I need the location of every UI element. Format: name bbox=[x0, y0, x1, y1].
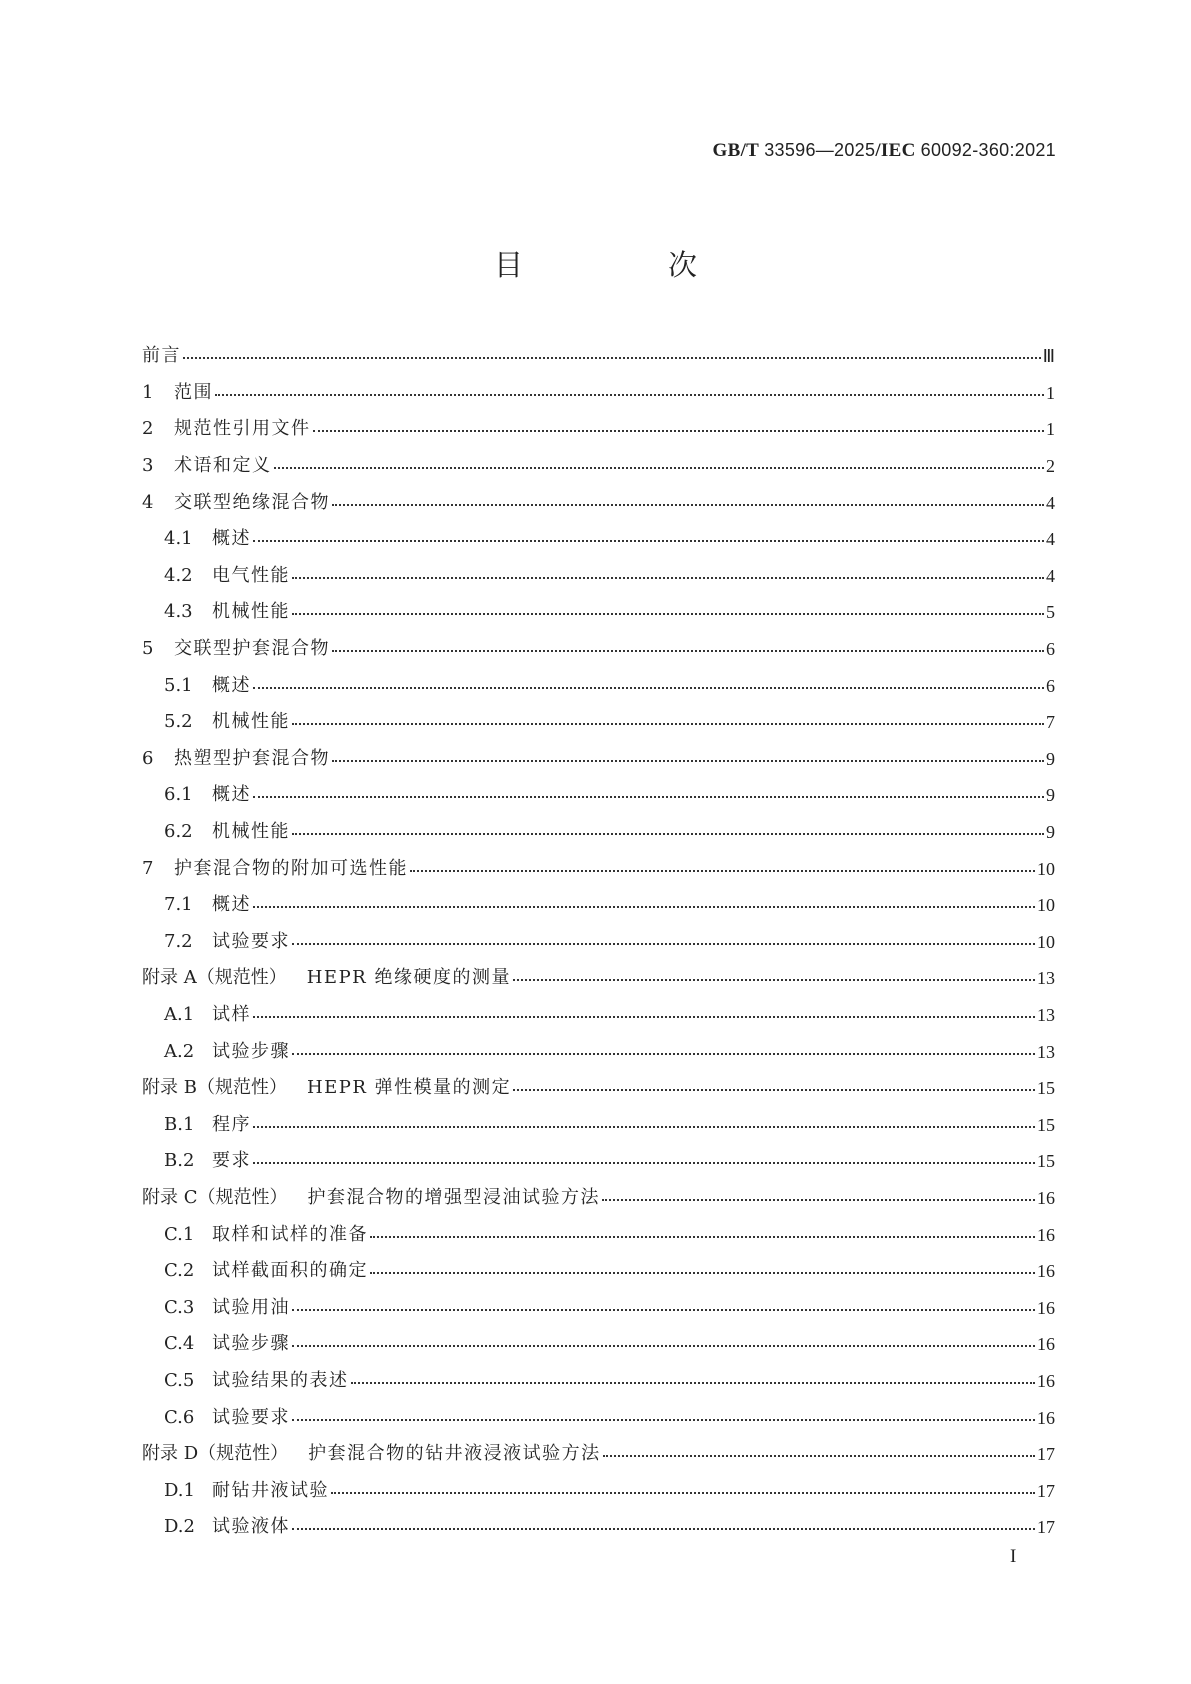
toc-entry-label: HEPR 绝缘硬度的测量 bbox=[306, 967, 511, 989]
toc-entry[interactable] bbox=[142, 1106, 1055, 1143]
toc-entry[interactable] bbox=[142, 1472, 1055, 1509]
toc-entry[interactable] bbox=[142, 338, 1055, 375]
dot-leader bbox=[253, 687, 1044, 689]
toc-entry[interactable] bbox=[142, 1033, 1055, 1070]
toc-entry-number: 附录 A（规范性） bbox=[142, 967, 287, 989]
dot-leader bbox=[313, 430, 1045, 432]
toc-entry[interactable] bbox=[142, 960, 1055, 997]
toc-entry-label: 试验要求 bbox=[212, 1406, 290, 1428]
dot-leader bbox=[292, 1419, 1035, 1421]
toc-entry-page: 16 bbox=[1037, 1334, 1055, 1355]
toc-entry-number: 3 bbox=[142, 455, 154, 477]
toc-entry-number: C.1 bbox=[164, 1223, 195, 1245]
toc-entry-number: 6 bbox=[142, 747, 154, 769]
toc-entry-label: 护套混合物的钻井液浸液试验方法 bbox=[308, 1443, 601, 1465]
toc-entry-number: 6.1 bbox=[164, 784, 193, 806]
toc-entry-number: 4.3 bbox=[164, 601, 193, 623]
dot-leader bbox=[292, 1053, 1035, 1055]
toc-entry-label: 取样和试样的准备 bbox=[212, 1223, 368, 1245]
toc-entry-page: 2 bbox=[1046, 456, 1055, 477]
toc-entry-number: 附录 D（规范性） bbox=[142, 1443, 289, 1465]
dot-leader bbox=[370, 1236, 1035, 1238]
toc-entry[interactable] bbox=[142, 741, 1055, 778]
toc-entry[interactable] bbox=[142, 1436, 1055, 1473]
page-number: I bbox=[1010, 1546, 1017, 1567]
toc-entry-page: 16 bbox=[1037, 1224, 1055, 1245]
toc-entry-page: 13 bbox=[1037, 1041, 1055, 1062]
toc-entry[interactable] bbox=[142, 667, 1055, 704]
toc-entry-label: 术语和定义 bbox=[174, 455, 272, 477]
toc-entry[interactable] bbox=[142, 814, 1055, 851]
toc-entry-number: 5.1 bbox=[164, 674, 193, 696]
dot-leader bbox=[332, 504, 1044, 506]
toc-entry-number: C.6 bbox=[164, 1406, 195, 1428]
toc-entry-page: 16 bbox=[1037, 1370, 1055, 1391]
toc-entry[interactable] bbox=[142, 631, 1055, 668]
toc-entry-page: Ⅲ bbox=[1042, 346, 1055, 367]
toc-entry-number: D.2 bbox=[164, 1516, 195, 1538]
toc-entry-number: B.2 bbox=[164, 1150, 195, 1172]
toc-entry-label: 交联型绝缘混合物 bbox=[174, 491, 330, 513]
dot-leader bbox=[513, 979, 1035, 981]
dot-leader bbox=[292, 1345, 1035, 1347]
toc-entry-number: 7 bbox=[142, 857, 154, 879]
toc-entry-label: 要求 bbox=[212, 1150, 251, 1172]
toc-entry-label: 概述 bbox=[212, 784, 251, 806]
toc-entry-label: 规范性引用文件 bbox=[174, 418, 311, 440]
toc-entry-number: 4 bbox=[142, 491, 154, 513]
toc-entry-page: 6 bbox=[1046, 675, 1055, 696]
toc-entry[interactable] bbox=[142, 411, 1055, 448]
toc-entry-page: 6 bbox=[1046, 639, 1055, 660]
toc-entry[interactable] bbox=[142, 1363, 1055, 1400]
toc-entry-label: 概述 bbox=[212, 528, 251, 550]
toc-entry-number: C.2 bbox=[164, 1260, 195, 1282]
toc-entry[interactable] bbox=[142, 448, 1055, 485]
toc-entry-label: 范围 bbox=[174, 381, 213, 403]
toc-entry-number: 1 bbox=[142, 381, 154, 403]
toc-entry-number: A.1 bbox=[164, 1003, 195, 1025]
toc-entry-page: 16 bbox=[1037, 1407, 1055, 1428]
toc-entry-label: 试验液体 bbox=[212, 1516, 290, 1538]
toc-entry-label: 机械性能 bbox=[212, 821, 290, 843]
toc-entry-page: 10 bbox=[1037, 858, 1055, 879]
toc-title: 目 次 bbox=[493, 248, 755, 282]
toc-entry-label: 热塑型护套混合物 bbox=[174, 747, 330, 769]
iec-prefix: IEC bbox=[880, 140, 916, 161]
dot-leader bbox=[332, 650, 1044, 652]
dot-leader bbox=[292, 613, 1044, 615]
toc-entry-number: 4.1 bbox=[164, 528, 193, 550]
std-prefix: GB/T bbox=[712, 140, 760, 161]
toc-entry-page: 13 bbox=[1037, 1004, 1055, 1025]
toc-entry[interactable] bbox=[142, 924, 1055, 961]
toc-entry-page: 13 bbox=[1037, 968, 1055, 989]
toc-entry-label: 试验要求 bbox=[212, 930, 290, 952]
dot-leader bbox=[253, 906, 1035, 908]
toc-entry-number: A.2 bbox=[164, 1040, 195, 1062]
toc-entry-page: 9 bbox=[1046, 785, 1055, 806]
dot-leader bbox=[410, 870, 1035, 872]
dot-leader bbox=[332, 760, 1044, 762]
toc-entry[interactable] bbox=[142, 887, 1055, 924]
table-of-contents bbox=[142, 338, 1055, 1546]
toc-entry-number: 7.2 bbox=[164, 930, 193, 952]
toc-entry-number: 5.2 bbox=[164, 711, 193, 733]
toc-entry[interactable] bbox=[142, 1180, 1055, 1217]
toc-entry-page: 15 bbox=[1037, 1114, 1055, 1135]
dot-leader bbox=[253, 796, 1044, 798]
iec-number: 60092-360:2021 bbox=[920, 140, 1056, 160]
toc-entry-number: B.1 bbox=[164, 1113, 195, 1135]
toc-entry[interactable] bbox=[142, 375, 1055, 412]
dot-leader bbox=[602, 1199, 1035, 1201]
toc-entry-page: 9 bbox=[1046, 748, 1055, 769]
toc-entry-number: 附录 B（规范性） bbox=[142, 1077, 287, 1099]
toc-entry-page: 16 bbox=[1037, 1261, 1055, 1282]
toc-entry[interactable] bbox=[142, 704, 1055, 741]
toc-entry-page: 4 bbox=[1046, 565, 1055, 586]
toc-entry-number: C.5 bbox=[164, 1369, 195, 1391]
toc-entry-label: 概述 bbox=[212, 674, 251, 696]
toc-entry[interactable] bbox=[142, 777, 1055, 814]
toc-entry-page: 16 bbox=[1037, 1187, 1055, 1208]
toc-entry[interactable] bbox=[142, 1143, 1055, 1180]
toc-entry-page: 10 bbox=[1037, 931, 1055, 952]
toc-entry-page: 17 bbox=[1037, 1480, 1055, 1501]
toc-entry[interactable] bbox=[142, 1070, 1055, 1107]
toc-entry[interactable] bbox=[142, 1253, 1055, 1290]
dot-leader bbox=[603, 1455, 1035, 1457]
dot-leader bbox=[292, 943, 1035, 945]
toc-entry-label: 试验步骤 bbox=[212, 1040, 290, 1062]
toc-entry-number: 5 bbox=[142, 638, 154, 660]
toc-entry-number: 4.2 bbox=[164, 564, 193, 586]
toc-entry[interactable] bbox=[142, 850, 1055, 887]
toc-entry-page: 1 bbox=[1046, 419, 1055, 440]
toc-entry-label: HEPR 弹性模量的测定 bbox=[306, 1077, 512, 1099]
dot-leader bbox=[370, 1272, 1035, 1274]
toc-entry[interactable] bbox=[142, 1216, 1055, 1253]
dot-leader bbox=[292, 833, 1044, 835]
dot-leader bbox=[215, 394, 1044, 396]
toc-entry-page: 4 bbox=[1046, 492, 1055, 513]
toc-entry-label: 耐钻井液试验 bbox=[212, 1479, 329, 1501]
toc-entry-label: 试样 bbox=[212, 1003, 251, 1025]
toc-entry-page: 17 bbox=[1037, 1444, 1055, 1465]
dot-leader bbox=[292, 723, 1044, 725]
toc-entry-label: 试验结果的表述 bbox=[212, 1369, 349, 1391]
toc-entry-page: 1 bbox=[1046, 382, 1055, 403]
toc-entry-label: 程序 bbox=[212, 1113, 251, 1135]
toc-entry-page: 9 bbox=[1046, 822, 1055, 843]
dot-leader bbox=[351, 1382, 1036, 1384]
toc-entry-label: 概述 bbox=[212, 894, 251, 916]
toc-entry-page: 4 bbox=[1046, 529, 1055, 550]
dot-leader bbox=[253, 1162, 1035, 1164]
dot-leader bbox=[274, 467, 1045, 469]
std-number: 33596—2025 bbox=[764, 140, 876, 160]
toc-entry-page: 15 bbox=[1037, 1151, 1055, 1172]
toc-entry-page: 5 bbox=[1046, 602, 1055, 623]
toc-entry-label: 护套混合物的增强型浸油试验方法 bbox=[307, 1186, 600, 1208]
toc-entry-label: 交联型护套混合物 bbox=[174, 638, 330, 660]
toc-entry[interactable] bbox=[142, 594, 1055, 631]
toc-entry-label: 护套混合物的附加可选性能 bbox=[174, 857, 408, 879]
toc-entry-label: 机械性能 bbox=[212, 711, 290, 733]
toc-entry[interactable] bbox=[142, 1326, 1055, 1363]
toc-entry-number: C.3 bbox=[164, 1296, 195, 1318]
toc-entry-number: 2 bbox=[142, 418, 154, 440]
dot-leader bbox=[183, 357, 1041, 359]
toc-entry[interactable] bbox=[142, 484, 1055, 521]
toc-entry-label: 机械性能 bbox=[212, 601, 290, 623]
toc-entry-label: 电气性能 bbox=[212, 564, 290, 586]
dot-leader bbox=[253, 540, 1044, 542]
toc-entry-label: 试验步骤 bbox=[212, 1333, 290, 1355]
toc-entry-label: 前言 bbox=[142, 345, 181, 367]
toc-entry-label: 试验用油 bbox=[212, 1296, 290, 1318]
standard-number: GB/T 33596—2025/IEC 60092-360:2021 bbox=[712, 140, 1056, 161]
toc-entry-page: 16 bbox=[1037, 1297, 1055, 1318]
dot-leader bbox=[253, 1126, 1035, 1128]
toc-entry[interactable] bbox=[142, 1509, 1055, 1546]
toc-entry-number: 7.1 bbox=[164, 894, 193, 916]
dot-leader bbox=[331, 1492, 1035, 1494]
toc-entry-page: 7 bbox=[1046, 712, 1055, 733]
toc-entry[interactable] bbox=[142, 1399, 1055, 1436]
dot-leader bbox=[292, 1528, 1035, 1530]
dot-leader bbox=[292, 577, 1044, 579]
dot-leader bbox=[253, 1016, 1035, 1018]
toc-entry-number: D.1 bbox=[164, 1479, 195, 1501]
toc-entry-number: 6.2 bbox=[164, 821, 193, 843]
toc-entry-number: C.4 bbox=[164, 1333, 195, 1355]
toc-entry-page: 17 bbox=[1037, 1517, 1055, 1538]
dot-leader bbox=[513, 1089, 1035, 1091]
toc-entry[interactable] bbox=[142, 521, 1055, 558]
dot-leader bbox=[292, 1309, 1035, 1311]
toc-entry[interactable] bbox=[142, 997, 1055, 1034]
toc-entry-page: 10 bbox=[1037, 895, 1055, 916]
toc-entry-label: 试样截面积的确定 bbox=[212, 1260, 368, 1282]
toc-entry-number: 附录 C（规范性） bbox=[142, 1186, 288, 1208]
toc-entry[interactable] bbox=[142, 1289, 1055, 1326]
toc-entry-page: 15 bbox=[1037, 1078, 1055, 1099]
toc-entry[interactable] bbox=[142, 558, 1055, 595]
